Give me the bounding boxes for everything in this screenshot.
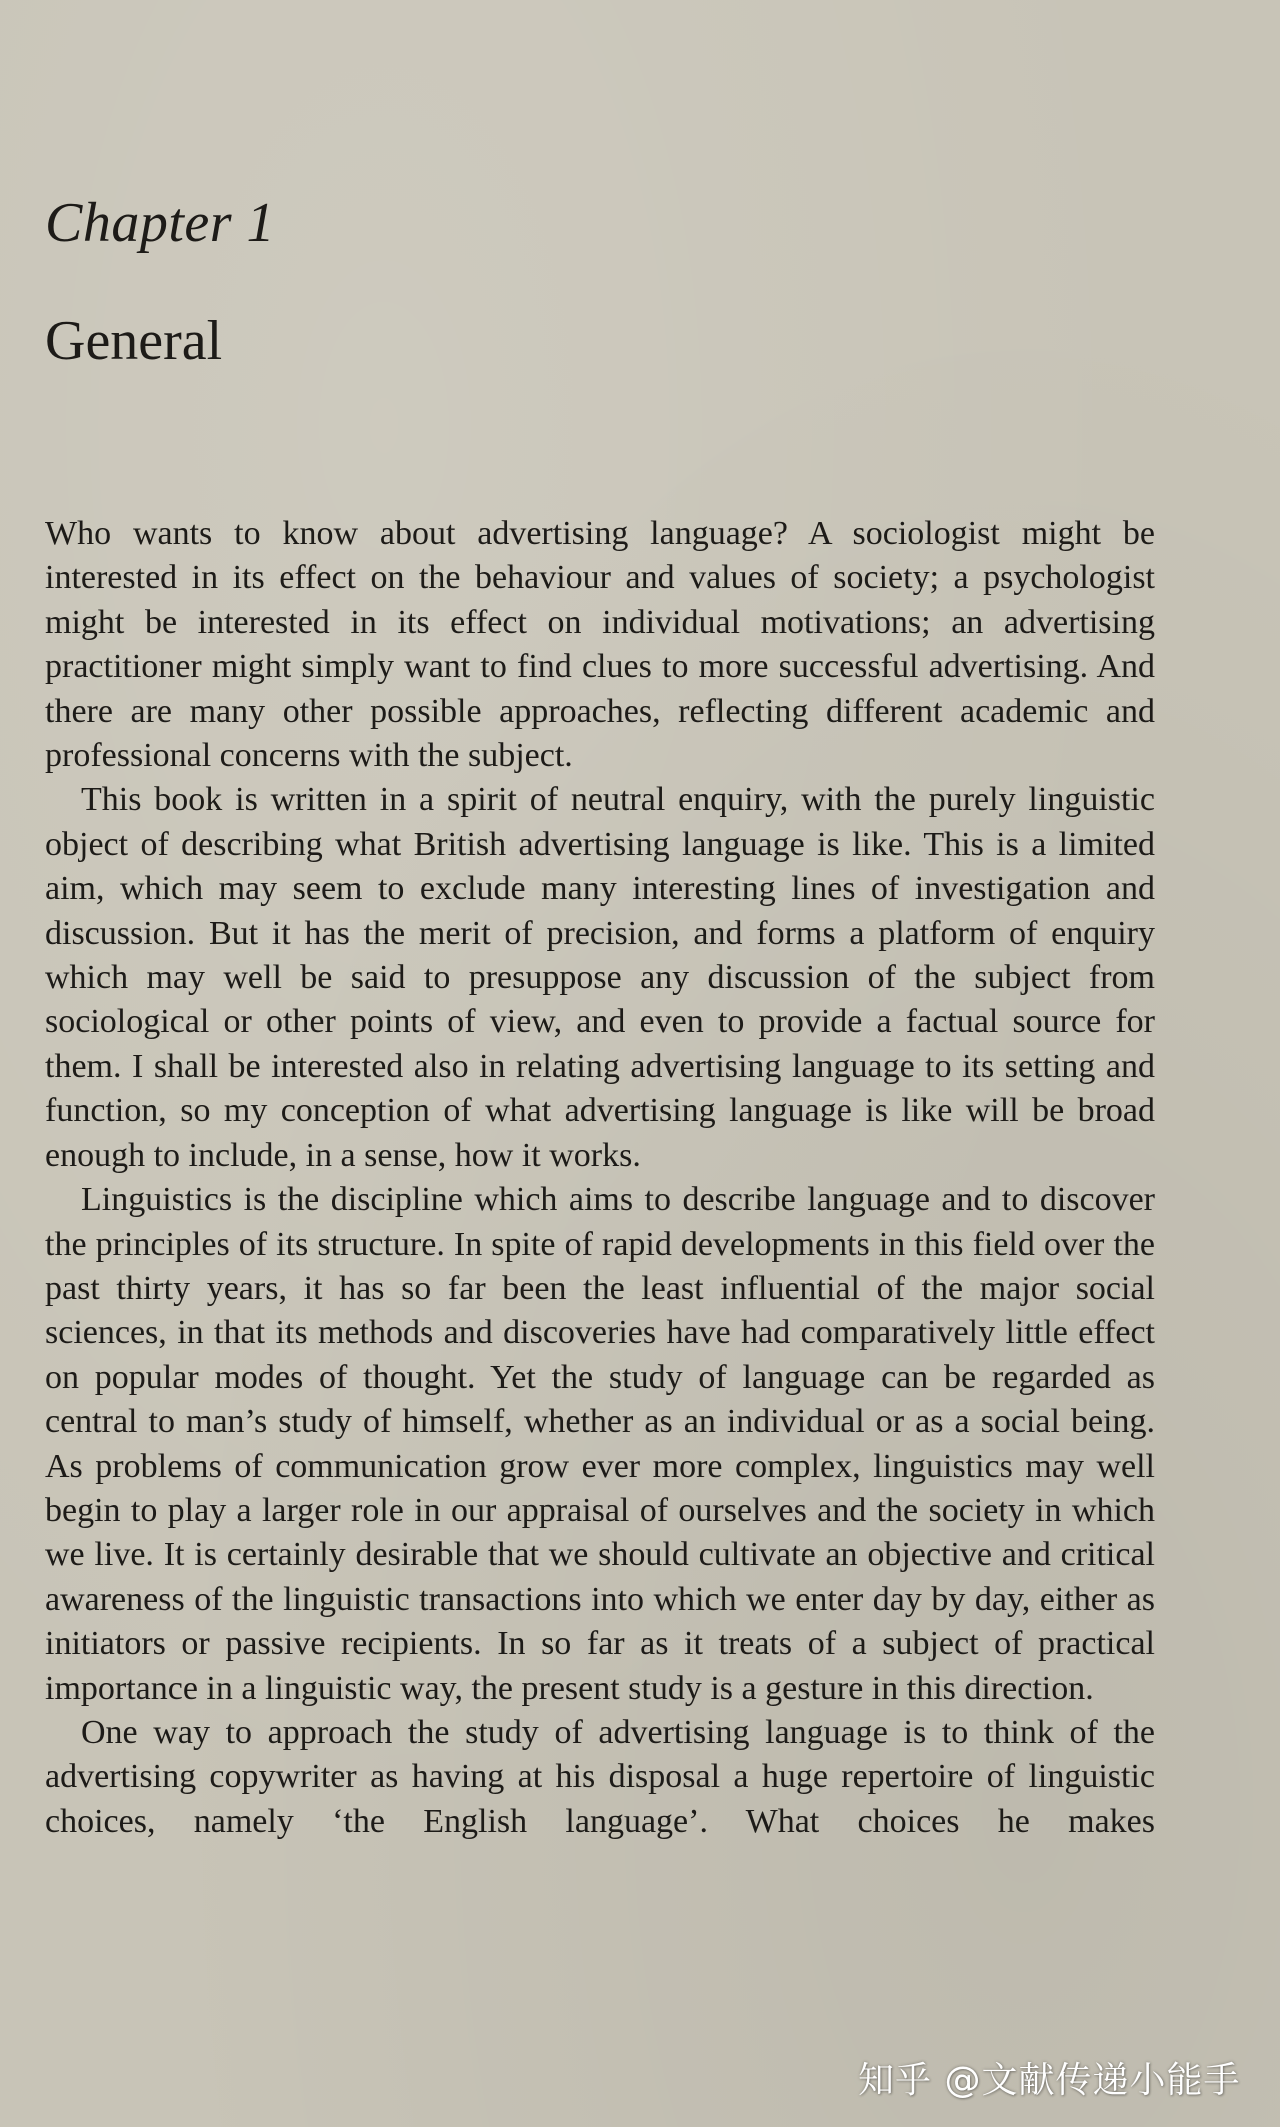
paragraph-2: This book is written in a spirit of neutral enquiry, with the purely linguistic object of describing what British advertising language is like. This is a limited aim, which may seem to exclude many interesting lines of investigation and discussion. But it has the merit of precision, and forms a platform of enquiry which may well be said to presuppose any discussion of the subject from sociological or other points of view, and even to provide a factual source for them. I shall be interested also in relating advertising language to its setting and function, so my conception of what advertising language is like will be broad enough to include, in a sense, how it works. bbox=[45, 781, 1155, 1174]
chapter-number: Chapter 1 bbox=[45, 192, 276, 254]
paragraph-4: One way to approach the study of advertising language is to think of the advertising copywriter as having at his disposal a huge repertoire of linguistic choices, namely ‘the English language’. What choices he makes bbox=[45, 1713, 1155, 1840]
watermark: 知乎 @文献传递小能手 bbox=[858, 2060, 1241, 2101]
paragraph-3: Linguistics is the discipline which aims to describe language and to discover the principles of its structure. In spite of rapid developments in this field over the past thirty years, it has so far been the least influential of the major social sciences, in that its methods and discoveries have had comparatively little effect on popular modes of thought. Yet the study of language can be regarded as central to man’s study of himself, whether as an individual or as a social being. As problems of communication grow ever more complex, linguistics may well begin to play a larger role in our appraisal of ourselves and the society in which we live. It is certainly desirable that we should cultivate an objective and critical awareness of the linguistic transactions into which we enter day by day, either as initiators or passive recipients. In so far as it treats of a subject of practical importance in a linguistic way, the present study is a gesture in this direction. bbox=[45, 1181, 1155, 1707]
chapter-title: General bbox=[45, 310, 223, 372]
paragraph-1: Who wants to know about advertising language? A sociologist might be interested in its effect on the behaviour and values of society; a psychologist might be interested in its effect on individual motivations; an advertising practitioner might simply want to find clues to more successful advertising. And there are many other possible approaches, reflecting different academic and professional concerns with the subject. bbox=[45, 515, 1155, 775]
body-text bbox=[45, 512, 1155, 1844]
